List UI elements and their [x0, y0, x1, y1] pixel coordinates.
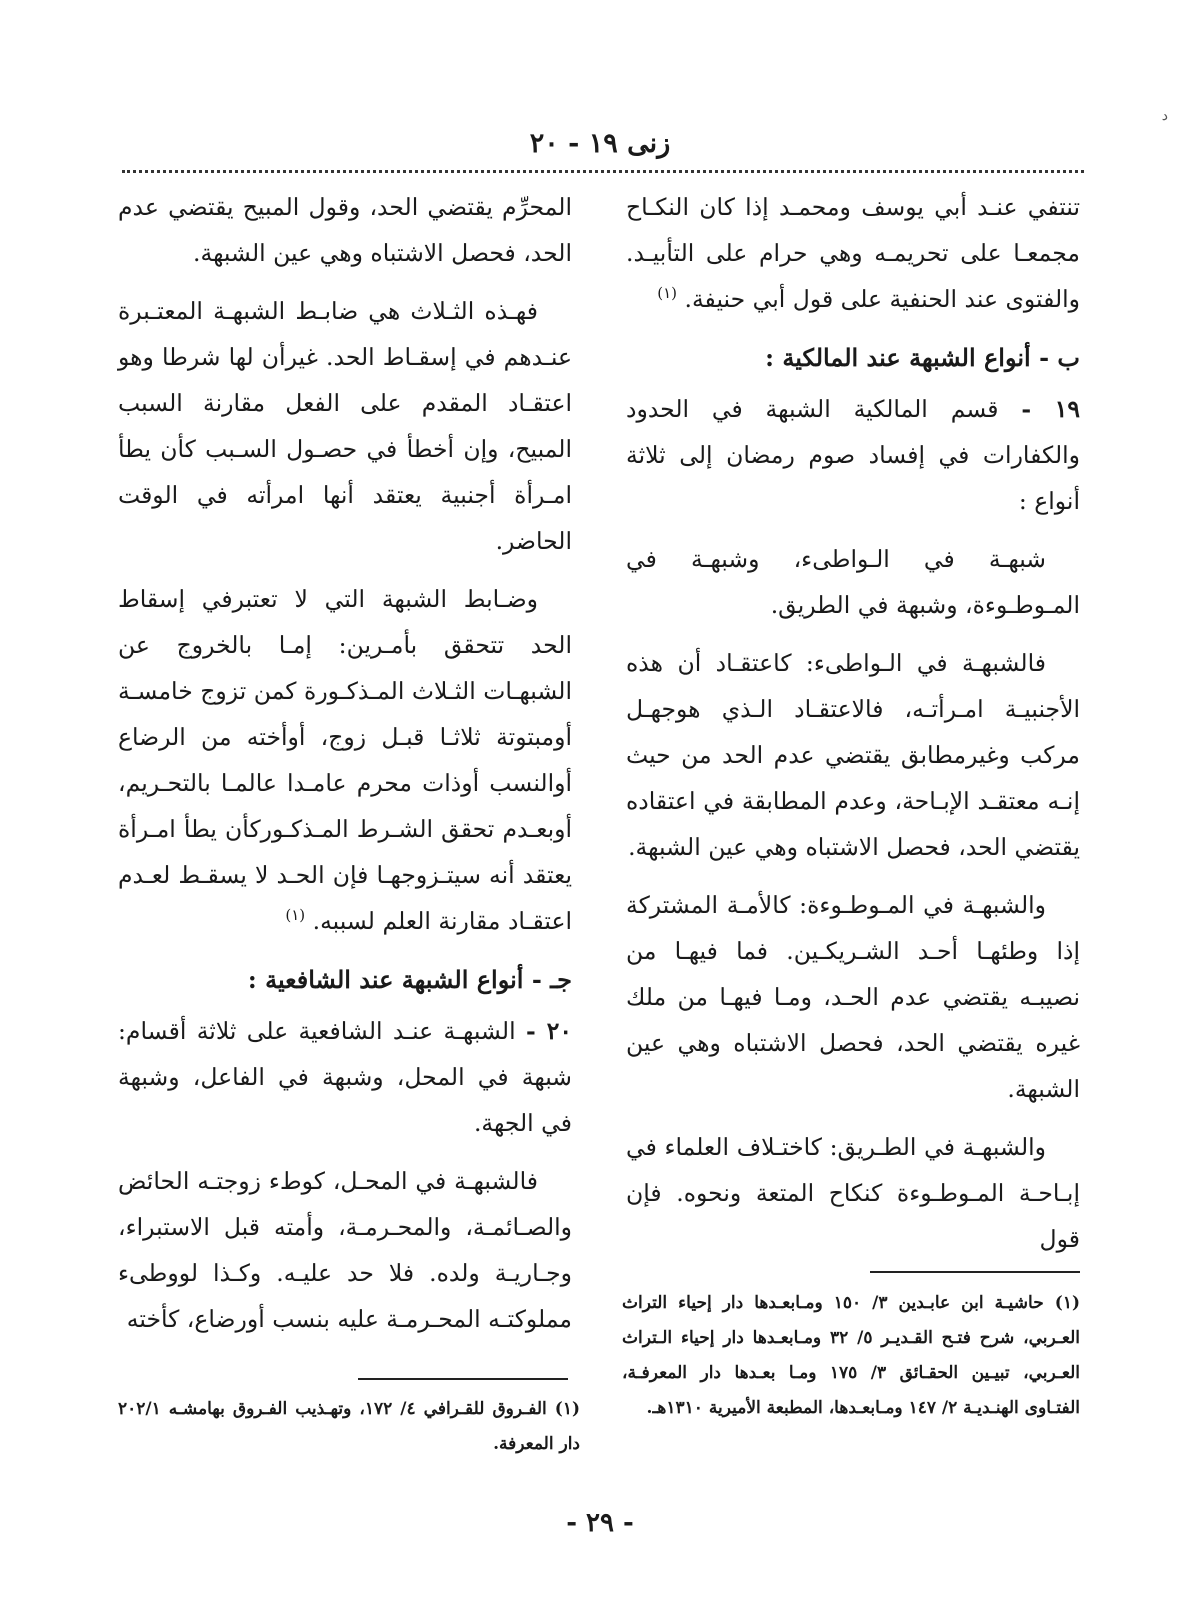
paragraph-text: وضـابط الشبهة التي لا تعتبرفي إسقاط الحد تتحقق بأمـرين: إمـا بالخروج عن الشبهـات الثـلاث المـذكـورة كمن تزوج خامسـة أومبتوتة ثلاثـا قبـل زوج، أوأخته من الرضاع أوالنسب أوذات محرم عامـدا عالمـا بالتحـريم، أوبعـدم تحقق الشـرط المـذكـوركأن يطأ امـرأة يعتقد أنه سيتـزوجهـا فإن الحـد لا يسقـط لعـدم اعتقـاد مقارنة العلم لسببه.: [118, 585, 572, 935]
paragraph: [626, 184, 1080, 322]
section-number: ١٩ -: [1021, 395, 1080, 423]
running-head: زنى ١٩ - ٢٠: [529, 128, 671, 159]
paragraph: فالشبهـة في المحـل، كوطء زوجتـه الحائض والصـائمـة، والمحـرمـة، وأمته قبل الاستبراء، وجـاريـة ولده. فلا حد عليـه. وكـذا لووطىء مملوكتـه المحـرمـة عليه بنسب أورضاع، كأخته: [118, 1167, 572, 1333]
margin-mark: ﺩ: [1161, 108, 1168, 124]
paragraph-text: تنتفي عنـد أبي يوسف ومحمـد إذا كان النكـاح مجمعـا على تحريمـه وهي حرام على التأبيـد. والفتوى عند الحنفية على قول أبي حنيفة.: [626, 193, 1080, 313]
header-dotted-rule: [122, 170, 1084, 173]
right-column: [626, 184, 1080, 1274]
paragraph: فهـذه الثـلاث هي ضابـط الشبهـة المعتـبرة عنـدهم في إسقـاط الحد. غيرأن لها شرطا وهو اعتقـاد المقدم على الفعل مقارنة السبب المبيح، وإن أخطأ في حصـول السـبب كأن يطأ امـرأة أجنبية يعتقد أنها امرأته في الوقت الحاضر.: [118, 297, 572, 555]
paragraph: [626, 386, 1080, 524]
footnote-rule: [870, 1271, 1080, 1273]
paragraph: المحرِّم يقتضي الحد، وقول المبيح يقتضي عدم الحد، فحصل الاشتباه وهي عين الشبهة.: [118, 193, 572, 267]
footnote-marker: (١): [285, 906, 306, 925]
paragraph: والشبهـة في المـوطـوءة: كالأمـة المشتركة إذا وطئهـا أحـد الشـريكـين. فما فيهـا من نصيبـه يقتضي عدم الحـد، ومـا فيهـا من ملك غيره يقتضي الحد، فحصل الاشتباه وهي عين الشبهة.: [626, 891, 1080, 1103]
paragraph-text: الشبهـة عنـد الشافعية على ثلاثة أقسام: شبهة في المحل، وشبهة في الفاعل، وشبهة في الجهة.: [118, 1017, 572, 1137]
paragraph: شبهـة في الـواطىء، وشبهـة في المـوطـوءة، وشبهة في الطريق.: [626, 545, 1080, 619]
section-heading-maliki: ب - أنواع الشبهة عند المالكية :: [765, 343, 1080, 372]
paragraph: والشبهـة في الطـريق: كاختـلاف العلماء في إبـاحـة المـوطـوءة كنكاح المتعة ونحوه. فإن قول: [626, 1133, 1080, 1253]
footnote-marker: (١): [657, 284, 677, 303]
paragraph: [118, 1008, 572, 1146]
paragraph-text: قسم المالكية الشبهة في الحدود والكفارات في إفساد صوم رمضان إلى ثلاثة أنواع :: [626, 395, 1080, 515]
page-number: - ٢٩ -: [566, 1508, 634, 1538]
section-heading-shafii: جـ - أنواع الشبهة عند الشافعية :: [247, 965, 572, 994]
footnote-rule: [358, 1378, 568, 1380]
section-number: ٢٠ -: [525, 1017, 573, 1045]
footnote-right: (١) حاشيـة ابن عابـدين ٣/ ١٥٠ ومـابعـدها دار إحياء التراث العـربي، شرح فتـح القـديـر ٥/ ٣٢ ومـابعـدها دار إحياء الـتراث العـربي، تبيـين الحقـائق ٣/ ١٧٥ ومـا بعـدها دار المعرفـة، الفتـاوى الهنـديـة ٢/ ١٤٧ ومـابعـدها، المطبعة الأميرية ١٣١٠هـ.: [622, 1293, 1080, 1418]
paragraph: [118, 576, 572, 944]
paragraph: فالشبهـة في الـواطىء: كاعتقـاد أن هذه الأجنبيـة امـرأتـه، فالاعتقـاد الـذي هوجهـل مركب وغيرمطابق يقتضي عدم الحد من حيث إنـه معتقـد الإبـاحة، وعدم المطابقة في اعتقاده يقتضي الحد، فحصل الاشتباه وهي عين الشبهة.: [626, 649, 1080, 861]
left-column: [118, 184, 572, 1354]
footnote-left: (١) الفـروق للقـرافي ٤/ ١٧٢، وتهـذيب الفـروق بهامشـه ٢٠٢/١ دار المعرفة.: [118, 1399, 580, 1454]
